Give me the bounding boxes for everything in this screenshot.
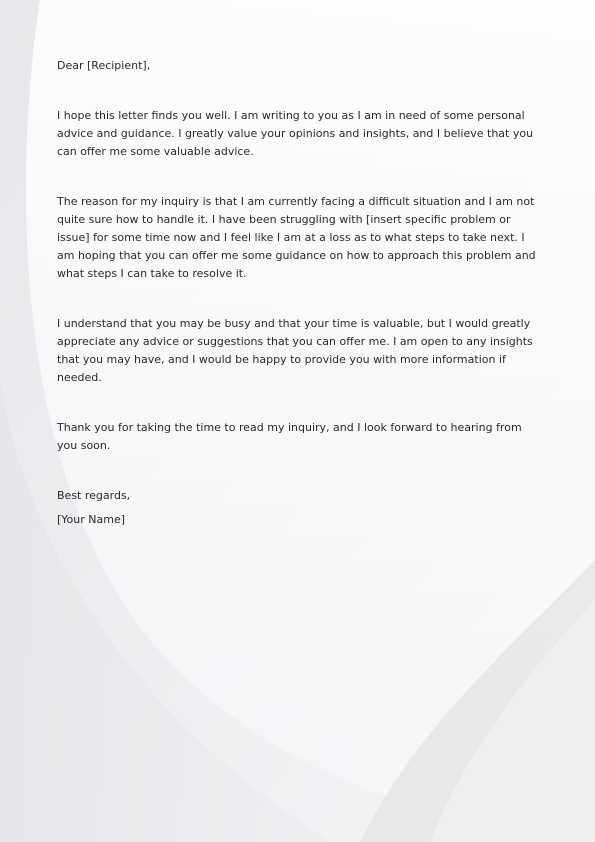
closing: Best regards, [57, 489, 131, 502]
letter-body [57, 57, 541, 529]
paragraph-intro: I hope this letter finds you well. I am writing to you as I am in need of some personal advice and guidance. I greatly value your opinions and insights, and I believe that you can offer me some valuable advice. [57, 109, 534, 158]
paragraph-reason: The reason for my inquiry is that I am currently facing a difficult situation and I am not quite sure how to handle it. I have been struggling with [insert specific problem or issue] for some time now and I feel like I am at a loss as to what steps to take next. I am hoping that you can offer me some guidance on how to approach this problem and what steps I can take to resolve it. [57, 195, 536, 280]
salutation: Dear [Recipient], [57, 59, 151, 72]
signature: [Your Name] [57, 513, 126, 526]
paragraph-request: I understand that you may be busy and that your time is valuable, but I would greatly appreciate any advice or suggestions that you can offer me. I am open to any insights that you may have, and I would be happy to provide you with more information if needed. [57, 317, 533, 384]
paragraph-thanks: Thank you for taking the time to read my inquiry, and I look forward to hearing from you soon. [57, 421, 522, 452]
